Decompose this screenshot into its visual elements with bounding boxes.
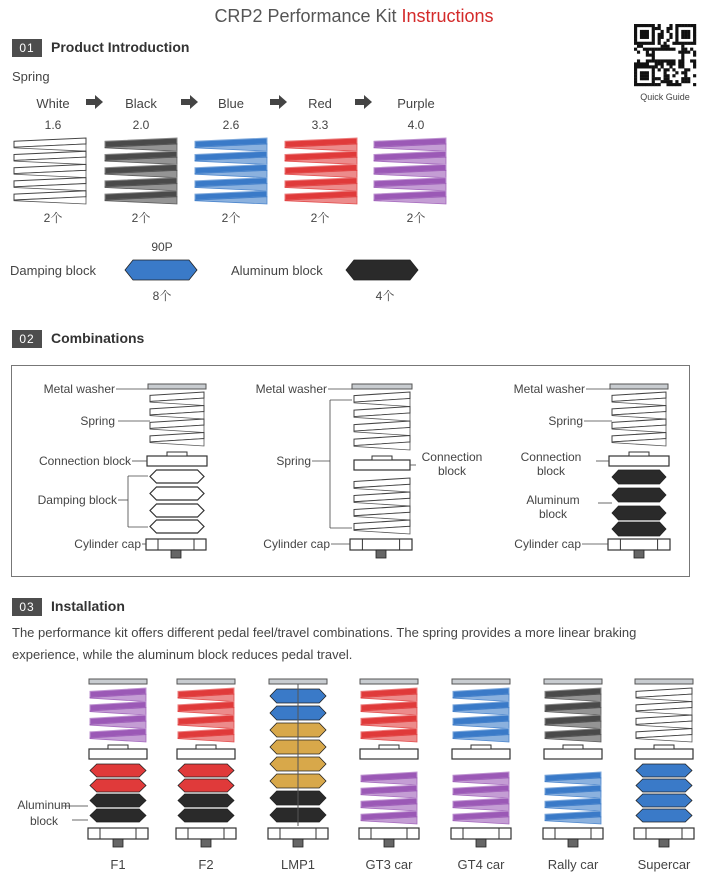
connection-block-nub <box>471 745 491 749</box>
connection-block-body <box>89 749 147 759</box>
rally-car-washer <box>544 679 602 684</box>
c2-spring-label: Spring <box>276 454 311 468</box>
cylinder-cap-bolt <box>659 839 669 847</box>
rally-car-spring-top <box>545 688 601 742</box>
section-1-number: 01 <box>12 39 42 57</box>
rally-car-cylinder-cap <box>543 828 603 847</box>
c2-connection-label-2: block <box>437 464 466 478</box>
c3-cap-label: Cylinder cap <box>514 537 581 551</box>
cylinder-cap-bolt <box>384 839 394 847</box>
config-name-supercar: Supercar <box>637 857 691 872</box>
spring-qty-black: 2个 <box>131 211 151 225</box>
gt3-car-cylinder-cap <box>359 828 419 847</box>
spring-name-white: White <box>36 96 70 111</box>
f1-cylinder-cap <box>88 828 148 847</box>
f2-spring-top <box>178 688 234 742</box>
section-3-title: Installation <box>51 598 125 614</box>
page-title: CRP2 Performance Kit Instructions <box>214 6 494 26</box>
spring-name-blue: Blue <box>217 96 245 111</box>
connection-block-body <box>544 749 602 759</box>
f2-block <box>178 779 234 792</box>
gt4-car-spring-top <box>453 688 509 742</box>
config-name-lmp1: LMP1 <box>281 857 315 872</box>
connection-block-nub <box>654 745 674 749</box>
damping-block-sample <box>125 260 197 280</box>
config-name-f1: F1 <box>110 857 126 872</box>
c1-damping-label: Damping block <box>37 493 117 507</box>
config-name-f2: F2 <box>198 857 214 872</box>
connection-block-body <box>452 749 510 759</box>
lmp1-washer <box>269 679 327 684</box>
spring-purple <box>374 138 446 204</box>
spring-rate-black: 2.0 <box>132 118 150 132</box>
supercar-block <box>636 779 692 792</box>
section-3-number: 03 <box>12 598 42 616</box>
cylinder-cap-bolt <box>201 839 211 847</box>
spring-rate-blue: 2.6 <box>222 118 240 132</box>
connection-block-nub <box>563 745 583 749</box>
gt4-car-washer <box>452 679 510 684</box>
cylinder-cap-body <box>176 828 236 839</box>
cylinder-cap-body <box>359 828 419 839</box>
cylinder-cap-bolt <box>476 839 486 847</box>
c2-connection-label-1: Connection <box>421 450 483 464</box>
spring-qty-white: 2个 <box>43 211 63 225</box>
f1-block <box>90 779 146 792</box>
c1-connection-label: Connection block <box>38 454 131 468</box>
spring-qty-purple: 2个 <box>406 211 426 225</box>
c3-spring-label: Spring <box>548 414 583 428</box>
supercar-connection-block <box>635 745 693 759</box>
cylinder-cap-bolt <box>113 839 123 847</box>
config-name-gt3-car: GT3 car <box>365 857 413 872</box>
spring-qty-blue: 2个 <box>221 211 241 225</box>
f1-block <box>90 764 146 777</box>
f2-block <box>178 809 234 822</box>
lmp1-cylinder-cap <box>268 828 328 847</box>
damping-block-hardness: 90P <box>151 240 173 254</box>
gt3-car-connection-block <box>360 745 418 759</box>
gt4-car-spring-bottom <box>453 772 509 824</box>
installation-aluminum-label-2: block <box>29 814 58 828</box>
supercar-cylinder-cap <box>634 828 694 847</box>
gt4-car-cylinder-cap <box>451 828 511 847</box>
c3-connection-label-1: Connection <box>520 450 582 464</box>
rally-car-connection-block <box>544 745 602 759</box>
supercar-block <box>636 809 692 822</box>
connection-block-body <box>635 749 693 759</box>
section-2-number: 02 <box>12 330 42 348</box>
spring-label: Spring <box>12 69 50 84</box>
supercar-block <box>636 764 692 777</box>
section-2-title: Combinations <box>51 330 145 346</box>
config-name-gt4-car: GT4 car <box>457 857 505 872</box>
damping-block-qty: 8个 <box>152 289 172 303</box>
cylinder-cap-body <box>451 828 511 839</box>
supercar-spring-top <box>636 688 692 742</box>
c1-spring-label: Spring <box>80 414 115 428</box>
connection-block-body <box>177 749 235 759</box>
connection-block-nub <box>379 745 399 749</box>
f1-spring-top <box>90 688 146 742</box>
spring-blue <box>195 138 267 204</box>
c3-connection-label-2: block <box>536 464 565 478</box>
gt3-car-spring-top <box>361 688 417 742</box>
gt3-car-washer <box>360 679 418 684</box>
f2-washer <box>177 679 235 684</box>
c3-aluminum-label-2: block <box>538 507 567 521</box>
f1-block <box>90 809 146 822</box>
c2-cap-label: Cylinder cap <box>263 537 330 551</box>
spring-name-black: Black <box>125 96 157 111</box>
spring-red <box>285 138 357 204</box>
connection-block-nub <box>196 745 216 749</box>
spring-qty-red: 2个 <box>310 211 330 225</box>
gt3-car-spring-bottom <box>361 772 417 824</box>
cylinder-cap-body <box>268 828 328 839</box>
c3-washer-label: Metal washer <box>513 382 585 396</box>
aluminum-block-sample <box>346 260 418 280</box>
f2-connection-block <box>177 745 235 759</box>
qr-label: Quick Guide <box>640 92 690 102</box>
spring-rate-white: 1.6 <box>44 118 62 132</box>
c1-washer-label: Metal washer <box>43 382 115 396</box>
spring-black <box>105 138 177 204</box>
f2-block <box>178 764 234 777</box>
spring-white <box>14 138 86 204</box>
c3-aluminum-label-1: Aluminum <box>526 493 580 507</box>
c1-cap-label: Cylinder cap <box>74 537 141 551</box>
spring-rate-purple: 4.0 <box>407 118 425 132</box>
supercar-washer <box>635 679 693 684</box>
cylinder-cap-body <box>634 828 694 839</box>
rally-car-spring-bottom <box>545 772 601 824</box>
cylinder-cap-bolt <box>293 839 303 847</box>
connection-block-body <box>360 749 418 759</box>
c2-washer-label: Metal washer <box>255 382 327 396</box>
config-name-rally-car: Rally car <box>547 857 599 872</box>
section-1-title: Product Introduction <box>51 39 190 55</box>
spring-rate-red: 3.3 <box>311 118 329 132</box>
f2-cylinder-cap <box>176 828 236 847</box>
cylinder-cap-body <box>88 828 148 839</box>
f1-washer <box>89 679 147 684</box>
installation-text-line-2: experience, while the aluminum block reduces pedal travel. <box>12 647 353 662</box>
cylinder-cap-body <box>543 828 603 839</box>
f1-block <box>90 794 146 807</box>
f2-block <box>178 794 234 807</box>
supercar-block <box>636 794 692 807</box>
aluminum-block-label: Aluminum block <box>231 263 323 278</box>
connection-block-nub <box>108 745 128 749</box>
aluminum-block-qty: 4个 <box>375 289 395 303</box>
installation-text-line-1: The performance kit offers different pedal feel/travel combinations. The spring provides a more linear braking <box>12 625 637 640</box>
gt4-car-connection-block <box>452 745 510 759</box>
cylinder-cap-bolt <box>568 839 578 847</box>
spring-name-red: Red <box>308 96 332 111</box>
spring-name-purple: Purple <box>397 96 435 111</box>
damping-block-label: Damping block <box>10 263 96 278</box>
installation-aluminum-label-1: Aluminum <box>17 798 71 812</box>
f1-connection-block <box>89 745 147 759</box>
